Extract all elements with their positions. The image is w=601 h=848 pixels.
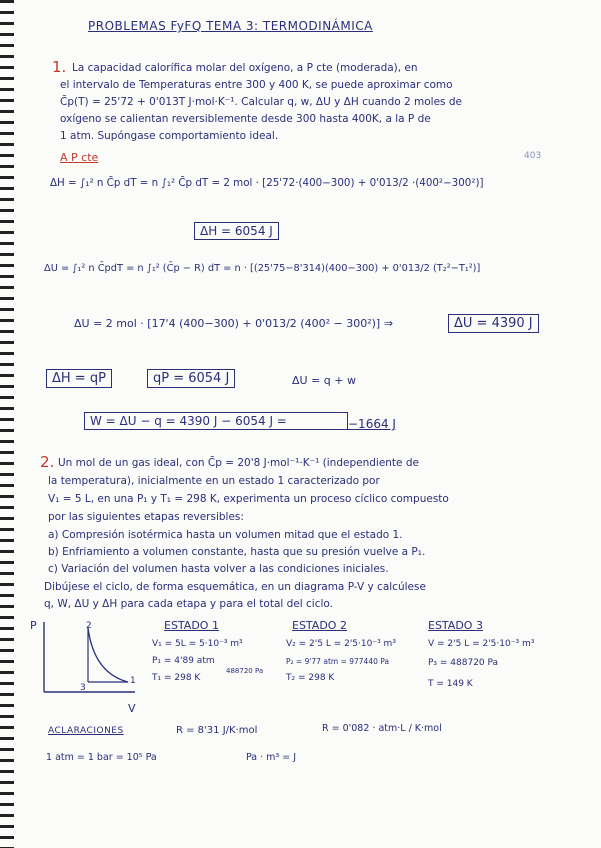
- state-2-row-1: V₂ = 2'5 L = 2'5·10⁻³ m³: [286, 639, 396, 649]
- problem-2-line-9: q, W, ΔU y ΔH para cada etapa y para el total del ciclo.: [44, 598, 333, 610]
- clarifications-title: ACLARACIONES: [48, 726, 124, 736]
- state-2-row-3: T₂ = 298 K: [286, 673, 335, 683]
- state-2-row-2: P₂ = 9'77 atm = 977440 Pa: [286, 657, 390, 666]
- first-law: ΔU = q + w: [292, 374, 356, 387]
- work-equation-box: W = ΔU − q = 4390 J − 6054 J =: [84, 412, 348, 430]
- problem-1-line-4: oxígeno se calientan reversiblemente desde 300 hasta 400K, a la P de: [60, 113, 431, 125]
- state-1-row-2: P₁ = 4'89 atm: [152, 656, 215, 666]
- problem-2-number: 2.: [40, 453, 55, 471]
- problem-1-line-2: el intervalo de Temperaturas entre 300 y 400 K, se puede aproximar como: [60, 79, 453, 91]
- problem-1-line-3: C̄p(T) = 25'72 + 0'013T J·mol·K⁻¹. Calcular q, w, ΔU y ΔH cuando 2 moles de: [60, 96, 462, 108]
- spiral-binding: [0, 0, 14, 848]
- point-label-2: 2: [86, 621, 92, 631]
- page-title: PROBLEMAS FyFQ TEMA 3: TERMODINÁMICA: [88, 19, 373, 33]
- delta-h-result: ΔH = 6054 J: [194, 222, 279, 240]
- state-1-row-3: T₁ = 298 K: [152, 673, 201, 683]
- clarification-r-atm: R = 0'082 · atm·L / K·mol: [322, 723, 442, 734]
- state-3-row-2: P₃ = 488720 Pa: [428, 658, 499, 668]
- qp-result: qP = 6054 J: [147, 369, 235, 388]
- problem-2-line-5: a) Compresión isotérmica hasta un volumen mitad que el estado 1.: [48, 529, 403, 541]
- margin-note: 403: [524, 151, 542, 161]
- state-1-note: 488720 Pa: [226, 667, 264, 675]
- delta-u-equation-2: ΔU = 2 mol · [17'4 (400−300) + 0'013/2 (400² − 300²)] ⇒: [74, 317, 393, 330]
- problem-2-line-4: por las siguientes etapas reversibles:: [48, 511, 244, 523]
- problem-2-line-7: c) Variación del volumen hasta volver a las condiciones iniciales.: [48, 563, 389, 575]
- axis-label-v: V: [128, 702, 136, 715]
- clarification-r-si: R = 8'31 J/K·mol: [176, 725, 258, 736]
- pv-diagram: [30, 618, 140, 708]
- state-1-title: ESTADO 1: [164, 619, 219, 632]
- work-result: −1664 J: [348, 417, 396, 431]
- state-1-row-1: V₁ = 5L = 5·10⁻³ m³: [152, 639, 243, 649]
- point-label-1: 1: [130, 676, 136, 686]
- delta-h-equation: ΔH = ∫₁² n C̄p dT = n ∫₁² C̄p dT = 2 mol · [25'72·(400−300) + 0'013/2 ·(400²−300²)]: [50, 177, 484, 189]
- problem-1-line-1: La capacidad calorífica molar del oxígeno, a P cte (moderada), en: [72, 62, 418, 74]
- clarification-pa-m3: Pa · m³ = J: [246, 752, 297, 763]
- clarification-atm-pa: 1 atm = 1 bar = 10⁵ Pa: [46, 752, 157, 763]
- state-3-title: ESTADO 3: [428, 619, 483, 632]
- problem-2-line-8: Dibújese el ciclo, de forma esquemática, en un diagrama P-V y calcúlese: [44, 581, 426, 593]
- problem-2-line-6: b) Enfriamiento a volumen constante, hasta que su presión vuelve a P₁.: [48, 546, 426, 558]
- problem-2-line-3: V₁ = 5 L, en una P₁ y T₁ = 298 K, experimenta un proceso cíclico compuesto: [48, 493, 449, 505]
- state-3-row-3: T = 149 K: [428, 679, 473, 689]
- delta-u-equation: ΔU = ∫₁² n C̄pdT = n ∫₁² (C̄p − R) dT = n · [(25'75−8'314)(400−300) + 0'013/2 (T₂²−T₁²)]: [44, 263, 481, 274]
- subtitle-p-cte: A P cte: [60, 151, 99, 164]
- problem-2-line-1: Un mol de un gas ideal, con C̄p = 20'8 J·mol⁻¹·K⁻¹ (independiente de: [58, 457, 419, 469]
- point-label-3: 3: [80, 683, 86, 693]
- axis-label-p: P: [30, 619, 37, 632]
- delta-h-equals-qp: ΔH = qP: [46, 369, 112, 388]
- problem-1-line-5: 1 atm. Supóngase comportamiento ideal.: [60, 130, 279, 142]
- delta-u-result: ΔU = 4390 J: [448, 314, 539, 333]
- state-3-row-1: V = 2'5 L = 2'5·10⁻³ m³: [428, 639, 535, 649]
- state-2-title: ESTADO 2: [292, 619, 347, 632]
- isotherm-curve: [88, 628, 128, 682]
- problem-2-line-2: la temperatura), inicialmente en un estado 1 caracterizado por: [48, 475, 380, 487]
- problem-1-number: 1.: [52, 58, 67, 76]
